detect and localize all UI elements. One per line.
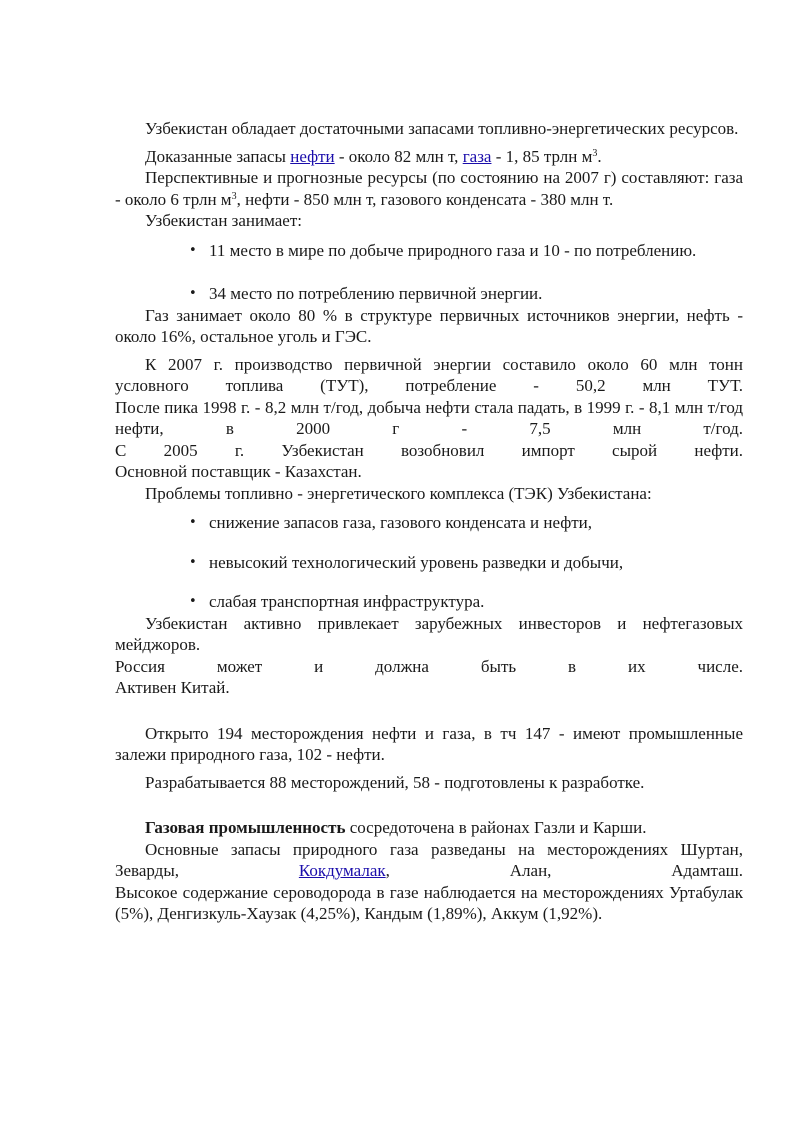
- text-span: сосредоточена в районах Газли и Карши.: [345, 818, 647, 837]
- problems-list: [115, 512, 743, 613]
- text-span: .: [597, 146, 602, 166]
- list-item-text: 34 место по потреблению первичной энергии.: [209, 284, 543, 303]
- production-line: Основной поставщик - Казахстан.: [115, 462, 362, 481]
- list-item: [115, 512, 743, 534]
- problems-intro: Проблемы топливно - энергетического комплекса (ТЭК) Узбекистана:: [145, 483, 652, 503]
- gas-industry-paragraph: [115, 817, 743, 839]
- bullet-icon: •: [189, 594, 197, 609]
- gas-industry-heading: Газовая промышленность: [145, 818, 346, 837]
- text-span: Основные запасы природного газа разведаны на месторождениях Шуртан, Зеварды,: [115, 839, 743, 880]
- production-line: После пика 1998 г. - 8,2 млн т/год, добыча нефти стала падать, в 1999 г. - 8,1 млн т/год нефти, в 2000 г - 7,5 млн т/год.: [115, 397, 743, 438]
- paragraph-line: [115, 839, 743, 882]
- investors-paragraph: Узбекистан активно привлекает зарубежных инвесторов и нефтегазовых мейджоров.: [115, 613, 743, 654]
- proven-reserves-paragraph: [115, 146, 743, 168]
- list-item-text: 11 место в мире по добыче природного газа и 10 - по потреблению.: [209, 240, 697, 260]
- bullet-icon: •: [189, 242, 197, 258]
- production-line: К 2007 г. производство первичной энергии составило около 60 млн тонн условного топлива (ТУТ), потребление - 50,2 млн ТУТ.: [115, 354, 743, 395]
- bullet-icon: •: [189, 515, 197, 530]
- intro-paragraph: Узбекистан обладает достаточными запасами топливно-энергетических ресурсов.: [145, 119, 739, 138]
- paragraph-line: Россия может и должна быть в их числе.: [115, 656, 743, 676]
- paragraph-line: Высокое содержание сероводорода в газе наблюдается на месторождениях Уртабулак (5%), Денгизкуль-Хаузак (4,25%), Кандым (1,89%), Аккум (1,92%).: [115, 882, 743, 923]
- text-span: - около 82 млн т,: [334, 146, 463, 166]
- list-item: [115, 552, 743, 574]
- ranking-intro: Узбекистан занимает:: [145, 211, 303, 230]
- list-item: [115, 283, 743, 305]
- kokdumalak-link[interactable]: Кокдумалак: [298, 861, 386, 880]
- fields-developed-paragraph: Разрабатывается 88 месторождений, 58 - подготовлены к разработке.: [145, 772, 645, 792]
- energy-structure-paragraph: Газ занимает около 80 % в структуре первичных источников энергии, нефть - около 16%, остальное уголь и ГЭС.: [115, 305, 743, 346]
- production-paragraph: [115, 354, 743, 483]
- list-item: [115, 591, 743, 613]
- text-span: Перспективные и прогнозные ресурсы (по состоянию на 2007 г) составляют: газа - около 6 трлн м: [115, 168, 743, 209]
- bullet-icon: •: [189, 554, 197, 570]
- superscript: 3: [592, 147, 598, 159]
- list-item: [115, 240, 743, 262]
- list-item-text: невысокий технологический уровень разведки и добычи,: [209, 552, 624, 572]
- text-span: , Алан, Адамташ.: [385, 861, 744, 880]
- list-item-text: снижение запасов газа, газового конденсата и нефти,: [209, 513, 592, 532]
- fields-opened-paragraph: Открыто 194 месторождения нефти и газа, в тч 147 - имеют промышленные залежи природного газа, 102 - нефти.: [115, 723, 743, 764]
- text-span: - 1, 85 трлн м: [491, 146, 593, 166]
- text-span: , нефти - 850 млн т, газового конденсата - 380 млн т.: [236, 189, 614, 209]
- list-item-text: слабая транспортная инфраструктура.: [209, 592, 485, 611]
- superscript: 3: [231, 190, 237, 202]
- ranking-list: [115, 240, 743, 305]
- russia-china-paragraph: [115, 656, 743, 699]
- gas-link[interactable]: газа: [462, 146, 492, 166]
- bullet-icon: •: [189, 286, 197, 301]
- text-span: Доказанные запасы: [145, 146, 291, 166]
- production-line: С 2005 г. Узбекистан возобновил импорт сырой нефти.: [115, 440, 743, 460]
- gas-fields-paragraph: [115, 839, 743, 925]
- document-body: [115, 118, 743, 925]
- paragraph-line: Активен Китай.: [115, 678, 230, 697]
- prospective-resources-paragraph: [115, 167, 743, 210]
- oil-link[interactable]: нефти: [290, 146, 335, 166]
